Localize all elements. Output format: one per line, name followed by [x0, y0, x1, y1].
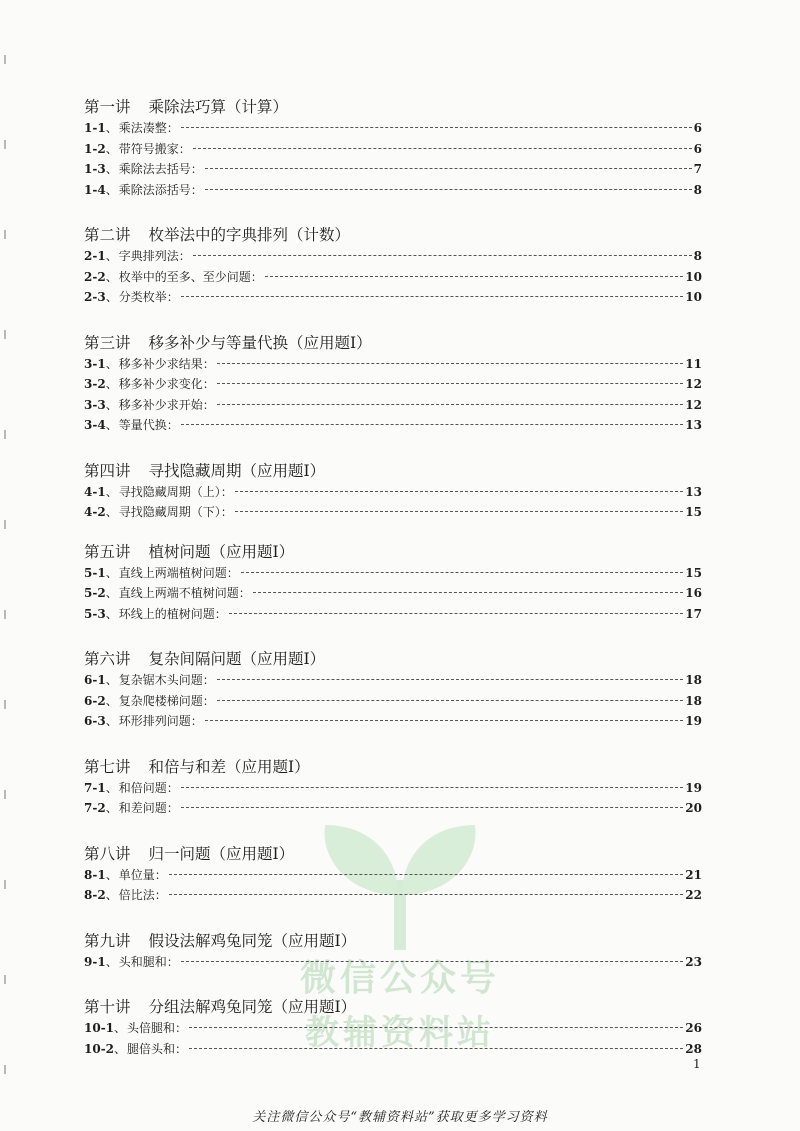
dot-leader [169, 873, 684, 875]
chapter-section [84, 96, 702, 200]
dot-leader [217, 699, 684, 701]
toc-entry [84, 1018, 702, 1039]
margin-mark [4, 230, 6, 239]
chapter-section [84, 541, 702, 625]
margin-mark [4, 610, 6, 619]
entry-label: 分类枚举： [118, 290, 179, 304]
entry-page-number: 15 [685, 565, 702, 580]
toc-entry [84, 604, 702, 625]
dot-leader [235, 490, 684, 492]
toc-entry [84, 267, 702, 288]
watermark-line2: 教辅资料站 [305, 1013, 495, 1053]
entry-page-number: 12 [685, 397, 702, 412]
toc-entry [84, 885, 702, 906]
entry-label: 移多补少求变化： [118, 377, 215, 391]
toc-entry [84, 583, 702, 604]
toc-entry [84, 865, 702, 886]
entry-separator: 、 [105, 505, 118, 519]
footer-note: 关注微信公众号“教辅资料站”获取更多学习资料 [252, 1110, 548, 1125]
chapter-title: 复杂间隔问题（应用题Ⅰ） [148, 650, 326, 668]
entry-label: 头和腿和： [118, 954, 179, 969]
entry-label: 头倍腿和： [127, 1021, 188, 1035]
entry-separator: 、 [105, 290, 118, 304]
entry-separator: 、 [105, 565, 118, 580]
entry-code: 7-2 [84, 801, 106, 815]
chapter-title: 移多补少与等量代换（应用题Ⅰ） [148, 333, 372, 352]
chapter-section [84, 332, 702, 436]
entry-label: 乘除法去括号： [118, 162, 203, 176]
entry-page-number: 8 [693, 249, 702, 263]
entry-label: 复杂爬楼梯问题： [118, 693, 215, 708]
chapter-title: 乘除法巧算（计算） [148, 98, 289, 116]
toc-entry [84, 180, 702, 201]
entry-page-number: 7 [693, 162, 702, 176]
toc-entry [84, 952, 702, 973]
dot-leader [181, 806, 684, 808]
entry-label: 寻找隐藏周期（上）： [118, 484, 233, 499]
chapter-lecture: 第六讲 [84, 650, 131, 668]
entry-label: 移多补少求开始： [118, 397, 215, 412]
toc-entry [84, 711, 702, 732]
entry-page-number: 15 [685, 505, 702, 519]
entry-label: 枚举中的至多、至少问题： [118, 269, 263, 284]
toc-entry [84, 139, 702, 160]
chapter-heading [84, 930, 702, 952]
entry-label: 和倍问题： [118, 780, 179, 795]
entry-separator: 、 [105, 586, 118, 600]
entry-separator: 、 [114, 1021, 127, 1035]
dot-leader [181, 295, 684, 297]
dot-leader [217, 678, 684, 680]
dot-leader [181, 960, 684, 962]
entry-separator: 、 [105, 606, 118, 621]
entry-page-number: 22 [685, 888, 702, 902]
margin-mark [4, 55, 6, 64]
entry-page-number: 26 [685, 1021, 702, 1035]
entry-code: 2-3 [84, 290, 106, 304]
dot-leader [169, 893, 684, 895]
entry-separator: 、 [105, 888, 118, 902]
entry-label: 腿倍头和： [127, 1041, 188, 1056]
chapter-section [84, 756, 702, 819]
entry-code: 10-2 [84, 1041, 115, 1056]
entry-separator: 、 [105, 377, 118, 391]
dot-leader [253, 591, 684, 593]
dot-leader [241, 571, 684, 573]
table-of-contents [84, 96, 702, 1083]
margin-mark [4, 430, 6, 439]
entry-page-number: 13 [685, 484, 702, 499]
toc-entry [84, 118, 702, 139]
entry-label: 字典排列法： [118, 249, 191, 263]
toc-entry [84, 482, 702, 503]
dot-leader [205, 188, 692, 190]
entry-code: 9-1 [84, 954, 106, 969]
chapter-heading [84, 96, 702, 118]
entry-page-number: 6 [693, 141, 702, 156]
dot-leader [193, 147, 692, 149]
entry-label: 环线上的植树问题： [118, 606, 227, 621]
entry-code: 6-3 [84, 714, 106, 728]
margin-mark [4, 140, 6, 149]
entry-separator: 、 [105, 867, 118, 882]
dot-leader [235, 510, 684, 512]
entry-code: 3-2 [84, 377, 106, 391]
chapter-title: 分组法解鸡兔同笼（应用题Ⅰ） [148, 998, 357, 1016]
dot-leader [181, 786, 684, 788]
entry-label: 单位量： [118, 867, 167, 882]
margin-mark [4, 790, 6, 799]
entry-separator: 、 [105, 693, 118, 708]
chapter-lecture: 第八讲 [84, 844, 131, 863]
entry-separator: 、 [105, 801, 118, 815]
chapter-heading [84, 460, 702, 482]
toc-entry [84, 287, 702, 308]
entry-separator: 、 [105, 162, 118, 176]
entry-label: 等量代换： [118, 418, 179, 432]
chapter-lecture: 第九讲 [84, 931, 131, 950]
entry-page-number: 10 [685, 269, 702, 284]
dot-leader [189, 1047, 683, 1049]
margin-mark [4, 975, 6, 984]
chapter-lecture: 第三讲 [84, 333, 131, 352]
entry-page-number: 16 [685, 586, 702, 600]
entry-label: 直线上两端不植树问题： [118, 586, 251, 600]
entry-code: 8-2 [84, 888, 106, 902]
entry-separator: 、 [105, 954, 118, 969]
toc-entry [84, 798, 702, 819]
entry-code: 1-1 [84, 121, 106, 135]
chapter-lecture: 第五讲 [84, 542, 131, 561]
chapter-lecture: 第十讲 [84, 998, 131, 1016]
toc-entry [84, 502, 702, 523]
entry-separator: 、 [105, 141, 118, 156]
entry-separator: 、 [105, 673, 118, 687]
entry-code: 2-1 [84, 249, 106, 263]
entry-code: 3-3 [84, 397, 106, 412]
entry-page-number: 23 [685, 954, 702, 969]
chapter-section [84, 996, 702, 1059]
chapter-section [84, 648, 702, 732]
dot-leader [217, 382, 684, 384]
chapter-section [84, 930, 702, 973]
entry-page-number: 21 [685, 867, 702, 882]
toc-entry [84, 415, 702, 436]
entry-label: 复杂锯木头问题： [118, 673, 215, 687]
entry-code: 2-2 [84, 269, 106, 284]
entry-code: 4-1 [84, 484, 106, 499]
toc-entry [84, 395, 702, 416]
entry-page-number: 13 [685, 418, 702, 432]
binding-margin-marks [4, 0, 12, 1131]
toc-entry [84, 246, 702, 267]
entry-code: 3-4 [84, 418, 106, 432]
entry-label: 寻找隐藏周期（下）： [118, 505, 233, 519]
dot-leader [217, 403, 684, 405]
entry-separator: 、 [105, 418, 118, 432]
toc-entry [84, 563, 702, 584]
entry-separator: 、 [114, 1041, 127, 1056]
margin-mark [4, 880, 6, 889]
entry-code: 5-3 [84, 606, 106, 621]
entry-label: 乘法凑整： [118, 121, 179, 135]
dot-leader [205, 719, 684, 721]
dot-leader [181, 126, 692, 128]
chapter-heading [84, 541, 702, 563]
toc-entry [84, 691, 702, 712]
dot-leader [229, 612, 684, 614]
entry-separator: 、 [105, 780, 118, 795]
toc-entry [84, 1039, 702, 1060]
entry-code: 5-1 [84, 565, 106, 580]
entry-separator: 、 [105, 121, 118, 135]
chapter-heading [84, 224, 702, 246]
entry-page-number: 19 [685, 780, 702, 795]
chapter-title: 植树问题（应用题Ⅰ） [148, 542, 295, 561]
entry-code: 3-1 [84, 356, 106, 371]
margin-mark [4, 1065, 6, 1074]
entry-page-number: 18 [685, 673, 702, 687]
entry-page-number: 6 [693, 121, 702, 135]
entry-label: 环形排列问题： [118, 714, 203, 728]
chapter-heading [84, 843, 702, 865]
dot-leader [193, 254, 692, 256]
entry-code: 1-3 [84, 162, 106, 176]
chapter-lecture: 第七讲 [84, 757, 131, 776]
entry-separator: 、 [105, 714, 118, 728]
dot-leader [181, 423, 684, 425]
chapter-heading [84, 756, 702, 778]
entry-code: 7-1 [84, 780, 106, 795]
page-number: 1 [693, 1057, 701, 1071]
chapter-heading [84, 648, 702, 670]
chapter-section [84, 843, 702, 906]
toc-entry [84, 354, 702, 375]
chapter-title: 归一问题（应用题Ⅰ） [148, 844, 295, 863]
entry-page-number: 11 [685, 356, 702, 371]
entry-code: 8-1 [84, 867, 106, 882]
entry-label: 移多补少求结果： [118, 356, 215, 371]
toc-entry [84, 374, 702, 395]
entry-label: 和差问题： [118, 801, 179, 815]
watermark-line1: 微信公众号 [299, 958, 500, 999]
chapter-title: 假设法解鸡兔同笼（应用题Ⅰ） [148, 931, 357, 950]
entry-label: 乘除法添括号： [118, 182, 203, 197]
entry-separator: 、 [105, 182, 118, 197]
entry-page-number: 17 [685, 606, 702, 621]
dot-leader [265, 275, 684, 277]
entry-code: 10-1 [84, 1021, 115, 1035]
chapter-lecture: 第二讲 [84, 226, 131, 244]
entry-code: 6-2 [84, 693, 106, 708]
entry-label: 倍比法： [118, 888, 167, 902]
toc-entry [84, 159, 702, 180]
entry-separator: 、 [105, 356, 118, 371]
entry-separator: 、 [105, 397, 118, 412]
chapter-section [84, 224, 702, 308]
margin-mark [4, 700, 6, 709]
dot-leader [217, 362, 684, 364]
entry-page-number: 8 [693, 182, 702, 197]
margin-mark [4, 520, 6, 529]
entry-separator: 、 [105, 484, 118, 499]
dot-leader [205, 167, 692, 169]
toc-entry [84, 778, 702, 799]
chapter-lecture: 第四讲 [84, 461, 131, 480]
dot-leader [189, 1026, 683, 1028]
chapter-title: 枚举法中的字典排列（计数） [148, 226, 351, 244]
entry-page-number: 10 [685, 290, 702, 304]
entry-label: 直线上两端植树问题： [118, 565, 239, 580]
margin-mark [4, 330, 6, 339]
chapter-section [84, 460, 702, 523]
entry-page-number: 18 [685, 693, 702, 708]
entry-label: 带符号搬家： [118, 141, 191, 156]
entry-separator: 、 [105, 269, 118, 284]
chapter-heading [84, 996, 702, 1018]
entry-code: 4-2 [84, 505, 106, 519]
entry-code: 6-1 [84, 673, 106, 687]
chapter-title: 寻找隐藏周期（应用题Ⅰ） [148, 461, 326, 480]
entry-page-number: 12 [685, 377, 702, 391]
entry-page-number: 20 [685, 801, 702, 815]
entry-page-number: 19 [685, 714, 702, 728]
entry-code: 1-2 [84, 141, 106, 156]
chapter-title: 和倍与和差（应用题Ⅰ） [148, 757, 310, 776]
entry-page-number: 28 [685, 1041, 702, 1056]
entry-separator: 、 [105, 249, 118, 263]
entry-code: 5-2 [84, 586, 106, 600]
toc-entry [84, 670, 702, 691]
chapter-lecture: 第一讲 [84, 98, 131, 116]
chapter-heading [84, 332, 702, 354]
entry-code: 1-4 [84, 182, 106, 197]
